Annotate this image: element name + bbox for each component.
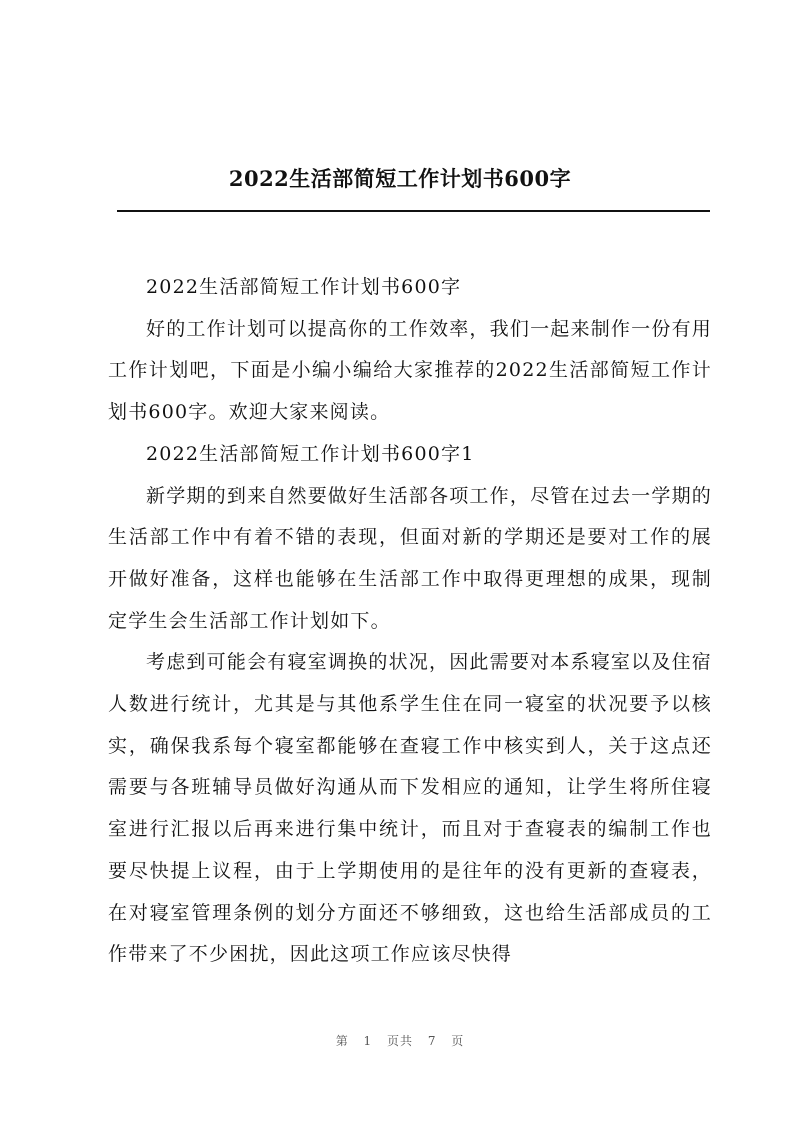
title-underline (117, 210, 710, 212)
paragraph-body-2: 考虑到可能会有寝室调换的状况，因此需要对本系寝室以及住宿人数进行统计，尤其是与其他系学生住在同一寝室的状况要予以核实，确保我系每个寝室都能够在查寝工作中核实到人，关于这点还需要与各班辅导员做好沟通从而下发相应的通知，让学生将所住寝室进行汇报以后再来进行集中统计，而且对于查寝表的编制工作也要尽快提上议程，由于上学期使用的是往年的没有更新的查寝表，在对寝室管理条例的划分方面还不够细致，这也给生活部成员的工作带来了不少困扰，因此这项工作应该尽快得 (108, 651, 712, 966)
page-footer: 第 1 页共 7 页 (335, 1034, 465, 1048)
paragraph-subtitle: 2022生活部简短工作计划书600字 (146, 276, 462, 298)
paragraph-section-heading: 2022生活部简短工作计划书600字1 (146, 442, 475, 465)
document-body (108, 267, 712, 976)
document-title: 2022生活部简短工作计划书600字 (228, 166, 572, 191)
paragraph-intro: 好的工作计划可以提高你的工作效率，我们一起来制作一份有用工作计划吧，下面是小编小编给大家推荐的2022生活部简短工作计划书600字。欢迎大家来阅读。 (108, 317, 712, 424)
paragraph-body-1: 新学期的到来自然要做好生活部各项工作，尽管在过去一学期的生活部工作中有着不错的表现，但面对新的学期还是要对工作的展开做好准备，这样也能够在生活部工作中取得更理想的成果，现制定学生会生活部工作计划如下。 (108, 484, 712, 632)
